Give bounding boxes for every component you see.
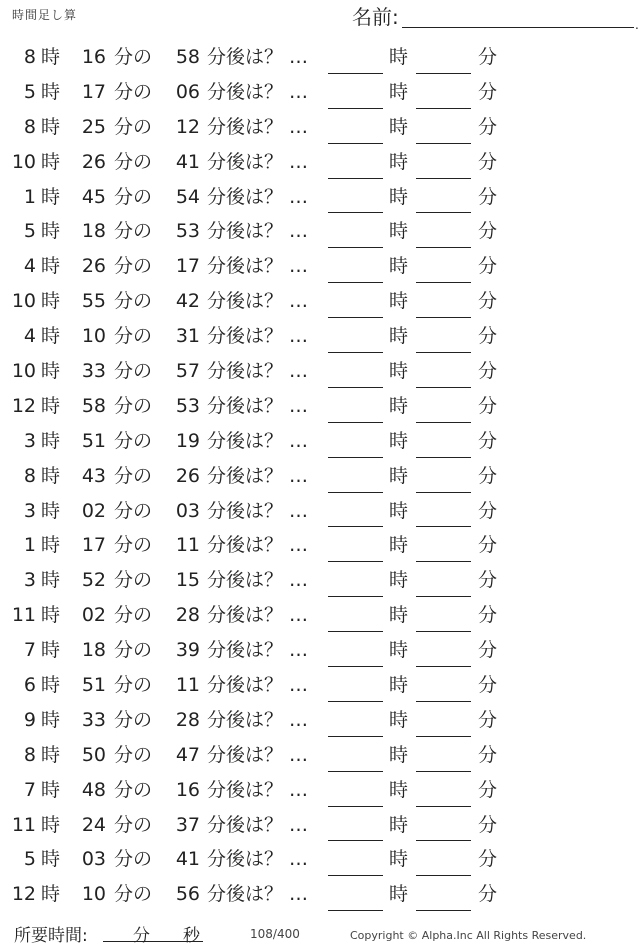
answer-minute-blank[interactable]	[416, 354, 471, 389]
start-hour-value: 4	[23, 255, 36, 278]
answer-hour-unit: 時	[389, 499, 409, 522]
added-minutes-value: 28	[175, 708, 200, 731]
start-minute-value: 03	[81, 848, 106, 871]
hour-unit: 時	[41, 394, 61, 417]
minute-of-unit: 分の	[114, 255, 153, 278]
hour-unit: 時	[41, 185, 61, 208]
start-minute-value: 26	[81, 150, 106, 173]
minute-of-unit: 分の	[114, 290, 153, 313]
minutes-after-question: 分後は？ …	[207, 674, 309, 697]
answer-minute-blank[interactable]	[416, 249, 471, 284]
start-hour-value: 3	[23, 569, 36, 592]
minute-of-unit: 分の	[114, 46, 153, 68]
answer-minute-unit: 分	[478, 290, 498, 313]
answer-hour-blank[interactable]	[328, 319, 383, 354]
hour-unit: 時	[41, 325, 61, 348]
added-minutes-value: 56	[175, 883, 200, 906]
hour-unit: 時	[41, 464, 61, 487]
added-minutes-value: 28	[175, 604, 200, 627]
answer-minute-unit: 分	[478, 394, 498, 417]
minute-of-unit: 分の	[114, 429, 153, 452]
start-minute-value: 18	[81, 639, 106, 662]
added-minutes-value: 41	[175, 150, 200, 173]
minutes-after-question: 分後は？ …	[207, 429, 309, 452]
added-minutes-value: 06	[175, 80, 200, 103]
answer-hour-blank[interactable]	[328, 249, 383, 284]
answer-hour-unit: 時	[389, 394, 409, 417]
problem-row	[0, 598, 600, 633]
minute-of-unit: 分の	[114, 80, 153, 103]
minutes-after-question: 分後は？ …	[207, 639, 309, 662]
answer-minute-unit: 分	[478, 429, 498, 452]
minutes-after-question: 分後は？ …	[207, 46, 309, 68]
answer-hour-blank[interactable]	[328, 668, 383, 703]
answer-minute-unit: 分	[478, 674, 498, 697]
start-hour-value: 8	[23, 46, 36, 68]
answer-hour-unit: 時	[389, 813, 409, 836]
start-minute-value: 18	[81, 220, 106, 243]
answer-minute-unit: 分	[478, 255, 498, 278]
minute-of-unit: 分の	[114, 848, 153, 871]
answer-hour-unit: 時	[389, 778, 409, 801]
answer-minute-blank[interactable]	[416, 703, 471, 738]
minutes-after-question: 分後は？ …	[207, 394, 309, 417]
answer-minute-blank[interactable]	[416, 180, 471, 215]
answer-minute-unit: 分	[478, 639, 498, 662]
answer-minute-unit: 分	[478, 604, 498, 627]
answer-hour-blank[interactable]	[328, 598, 383, 633]
answer-hour-unit: 時	[389, 569, 409, 592]
start-minute-value: 25	[81, 115, 106, 138]
minute-of-unit: 分の	[114, 569, 153, 592]
answer-hour-unit: 時	[389, 708, 409, 731]
start-minute-value: 02	[81, 604, 106, 627]
added-minutes-value: 39	[175, 639, 200, 662]
answer-minute-blank[interactable]	[416, 75, 471, 110]
added-minutes-value: 11	[175, 674, 200, 697]
answer-hour-blank[interactable]	[328, 703, 383, 738]
answer-minute-blank[interactable]	[416, 214, 471, 249]
start-hour-value: 12	[11, 394, 36, 417]
hour-unit: 時	[41, 499, 61, 522]
hour-unit: 時	[41, 743, 61, 766]
answer-hour-blank[interactable]	[328, 214, 383, 249]
hour-unit: 時	[41, 674, 61, 697]
hour-unit: 時	[41, 46, 61, 68]
hour-unit: 時	[41, 639, 61, 662]
minute-of-unit: 分の	[114, 708, 153, 731]
answer-minute-unit: 分	[478, 115, 498, 138]
added-minutes-value: 53	[175, 394, 200, 417]
copyright: Copyright © Alpha.Inc All Rights Reserved.	[350, 929, 587, 942]
start-hour-value: 11	[11, 813, 36, 836]
start-minute-value: 17	[81, 80, 106, 103]
added-minutes-value: 58	[175, 46, 200, 68]
added-minutes-value: 37	[175, 813, 200, 836]
answer-hour-unit: 時	[389, 220, 409, 243]
hour-unit: 時	[41, 429, 61, 452]
minute-of-unit: 分の	[114, 360, 153, 383]
added-minutes-value: 54	[175, 185, 200, 208]
minutes-after-question: 分後は？ …	[207, 80, 309, 103]
start-minute-value: 33	[81, 708, 106, 731]
added-minutes-value: 12	[175, 115, 200, 138]
start-hour-value: 3	[23, 429, 36, 452]
footer	[0, 919, 600, 949]
minute-of-unit: 分の	[114, 674, 153, 697]
page-count: 108/400	[250, 927, 300, 941]
start-hour-value: 11	[11, 604, 36, 627]
sheet-title: 時間足し算	[12, 8, 78, 22]
added-minutes-value: 41	[175, 848, 200, 871]
minute-of-unit: 分の	[114, 185, 153, 208]
hour-unit: 時	[41, 255, 61, 278]
hour-unit: 時	[41, 290, 61, 313]
added-minutes-value: 57	[175, 360, 200, 383]
start-minute-value: 24	[81, 813, 106, 836]
answer-minute-blank[interactable]	[416, 319, 471, 354]
hour-unit: 時	[41, 220, 61, 243]
answer-hour-blank[interactable]	[328, 738, 383, 773]
problem-row	[0, 180, 600, 215]
answer-minute-blank[interactable]	[416, 877, 471, 912]
start-minute-value: 02	[81, 499, 106, 522]
hour-unit: 時	[41, 150, 61, 173]
minutes-after-question: 分後は？ …	[207, 848, 309, 871]
name-input-line[interactable]	[402, 27, 634, 28]
answer-minute-blank[interactable]	[416, 424, 471, 459]
answer-minute-blank[interactable]	[416, 459, 471, 494]
start-hour-value: 8	[23, 115, 36, 138]
start-minute-value: 16	[81, 46, 106, 68]
problem-row	[0, 75, 600, 110]
minutes-after-question: 分後は？ …	[207, 185, 309, 208]
start-minute-value: 43	[81, 464, 106, 487]
answer-minute-unit: 分	[478, 813, 498, 836]
answer-hour-unit: 時	[389, 80, 409, 103]
answer-minute-unit: 分	[478, 46, 498, 68]
added-minutes-value: 19	[175, 429, 200, 452]
answer-hour-blank[interactable]	[328, 145, 383, 180]
hour-unit: 時	[41, 80, 61, 103]
added-minutes-value: 17	[175, 255, 200, 278]
problem-row	[0, 528, 600, 563]
start-minute-value: 58	[81, 394, 106, 417]
hour-unit: 時	[41, 848, 61, 871]
answer-hour-blank[interactable]	[328, 180, 383, 215]
answer-hour-blank[interactable]	[328, 354, 383, 389]
answer-hour-blank[interactable]	[328, 528, 383, 563]
answer-minute-unit: 分	[478, 150, 498, 173]
minute-of-unit: 分の	[114, 115, 153, 138]
minutes-after-question: 分後は？ …	[207, 464, 309, 487]
answer-hour-blank[interactable]	[328, 877, 383, 912]
minutes-after-question: 分後は？ …	[207, 360, 309, 383]
answer-hour-unit: 時	[389, 534, 409, 557]
start-minute-value: 10	[81, 325, 106, 348]
minutes-after-question: 分後は？ …	[207, 115, 309, 138]
start-hour-value: 4	[23, 325, 36, 348]
minute-of-unit: 分の	[114, 150, 153, 173]
minutes-after-question: 分後は？ …	[207, 290, 309, 313]
answer-minute-blank[interactable]	[416, 633, 471, 668]
start-minute-value: 55	[81, 290, 106, 313]
start-hour-value: 12	[11, 883, 36, 906]
minute-of-unit: 分の	[114, 499, 153, 522]
problem-row	[0, 633, 600, 668]
answer-minute-blank[interactable]	[416, 145, 471, 180]
answer-hour-unit: 時	[389, 290, 409, 313]
minutes-after-question: 分後は？ …	[207, 604, 309, 627]
problem-row	[0, 284, 600, 319]
minutes-after-question: 分後は？ …	[207, 778, 309, 801]
added-minutes-value: 03	[175, 499, 200, 522]
answer-minute-blank[interactable]	[416, 668, 471, 703]
problem-row	[0, 145, 600, 180]
answer-minute-unit: 分	[478, 534, 498, 557]
answer-hour-unit: 時	[389, 848, 409, 871]
problem-row	[0, 773, 600, 808]
answer-hour-blank[interactable]	[328, 75, 383, 110]
answer-minute-unit: 分	[478, 464, 498, 487]
elapsed-minute-unit: 分	[133, 926, 150, 946]
added-minutes-value: 11	[175, 534, 200, 557]
problem-row	[0, 808, 600, 843]
answer-hour-blank[interactable]	[328, 494, 383, 529]
problem-row	[0, 40, 600, 75]
start-hour-value: 5	[23, 80, 36, 103]
start-hour-value: 1	[23, 534, 36, 557]
answer-minute-unit: 分	[478, 883, 498, 906]
problem-row	[0, 214, 600, 249]
minute-of-unit: 分の	[114, 534, 153, 557]
answer-hour-blank[interactable]	[328, 284, 383, 319]
hour-unit: 時	[41, 534, 61, 557]
answer-hour-unit: 時	[389, 325, 409, 348]
problem-row	[0, 563, 600, 598]
answer-hour-blank[interactable]	[328, 842, 383, 877]
start-minute-value: 48	[81, 778, 106, 801]
answer-minute-blank[interactable]	[416, 842, 471, 877]
start-hour-value: 6	[23, 674, 36, 697]
answer-minute-blank[interactable]	[416, 563, 471, 598]
answer-hour-blank[interactable]	[328, 110, 383, 145]
added-minutes-value: 26	[175, 464, 200, 487]
answer-minute-blank[interactable]	[416, 40, 471, 75]
answer-minute-blank[interactable]	[416, 110, 471, 145]
start-hour-value: 10	[11, 360, 36, 383]
start-hour-value: 5	[23, 848, 36, 871]
start-minute-value: 50	[81, 743, 106, 766]
answer-minute-unit: 分	[478, 360, 498, 383]
answer-hour-unit: 時	[389, 464, 409, 487]
hour-unit: 時	[41, 360, 61, 383]
minute-of-unit: 分の	[114, 220, 153, 243]
answer-hour-unit: 時	[389, 674, 409, 697]
problem-row	[0, 319, 600, 354]
minutes-after-question: 分後は？ …	[207, 534, 309, 557]
answer-hour-unit: 時	[389, 185, 409, 208]
elapsed-time-label: 所要時間:	[14, 926, 88, 946]
answer-hour-blank[interactable]	[328, 389, 383, 424]
problem-row	[0, 249, 600, 284]
answer-hour-unit: 時	[389, 360, 409, 383]
start-hour-value: 8	[23, 464, 36, 487]
start-hour-value: 8	[23, 743, 36, 766]
answer-hour-blank[interactable]	[328, 563, 383, 598]
answer-minute-blank[interactable]	[416, 808, 471, 843]
start-hour-value: 5	[23, 220, 36, 243]
minute-of-unit: 分の	[114, 743, 153, 766]
start-minute-value: 51	[81, 429, 106, 452]
minute-of-unit: 分の	[114, 639, 153, 662]
problem-row	[0, 842, 600, 877]
start-minute-value: 10	[81, 883, 106, 906]
answer-minute-unit: 分	[478, 185, 498, 208]
minute-of-unit: 分の	[114, 883, 153, 906]
answer-minute-unit: 分	[478, 499, 498, 522]
minute-of-unit: 分の	[114, 813, 153, 836]
answer-hour-unit: 時	[389, 150, 409, 173]
problem-row	[0, 459, 600, 494]
start-hour-value: 1	[23, 185, 36, 208]
start-hour-value: 7	[23, 639, 36, 662]
added-minutes-value: 16	[175, 778, 200, 801]
problem-row	[0, 424, 600, 459]
added-minutes-value: 42	[175, 290, 200, 313]
problem-row	[0, 110, 600, 145]
answer-hour-blank[interactable]	[328, 773, 383, 808]
answer-minute-blank[interactable]	[416, 528, 471, 563]
start-hour-value: 9	[23, 708, 36, 731]
answer-hour-blank[interactable]	[328, 40, 383, 75]
minutes-after-question: 分後は？ …	[207, 255, 309, 278]
minutes-after-question: 分後は？ …	[207, 220, 309, 243]
minute-of-unit: 分の	[114, 464, 153, 487]
answer-hour-unit: 時	[389, 115, 409, 138]
hour-unit: 時	[41, 813, 61, 836]
minute-of-unit: 分の	[114, 394, 153, 417]
minutes-after-question: 分後は？ …	[207, 569, 309, 592]
hour-unit: 時	[41, 604, 61, 627]
start-hour-value: 10	[11, 290, 36, 313]
hour-unit: 時	[41, 115, 61, 138]
answer-minute-unit: 分	[478, 569, 498, 592]
start-minute-value: 51	[81, 674, 106, 697]
elapsed-second-unit: 秒	[183, 926, 200, 946]
minutes-after-question: 分後は？ …	[207, 743, 309, 766]
added-minutes-value: 47	[175, 743, 200, 766]
answer-minute-blank[interactable]	[416, 389, 471, 424]
minutes-after-question: 分後は？ …	[207, 325, 309, 348]
problem-row	[0, 389, 600, 424]
answer-minute-unit: 分	[478, 848, 498, 871]
start-hour-value: 3	[23, 499, 36, 522]
start-minute-value: 33	[81, 360, 106, 383]
answer-minute-unit: 分	[478, 325, 498, 348]
start-minute-value: 17	[81, 534, 106, 557]
start-minute-value: 26	[81, 255, 106, 278]
answer-minute-blank[interactable]	[416, 494, 471, 529]
name-label: 名前:	[352, 5, 399, 29]
answer-hour-unit: 時	[389, 883, 409, 906]
answer-minute-blank[interactable]	[416, 598, 471, 633]
minute-of-unit: 分の	[114, 778, 153, 801]
added-minutes-value: 53	[175, 220, 200, 243]
added-minutes-value: 31	[175, 325, 200, 348]
name-end-mark: .	[635, 18, 639, 32]
answer-hour-unit: 時	[389, 46, 409, 68]
hour-unit: 時	[41, 883, 61, 906]
added-minutes-value: 15	[175, 569, 200, 592]
answer-hour-unit: 時	[389, 429, 409, 452]
start-hour-value: 10	[11, 150, 36, 173]
problem-row	[0, 738, 600, 773]
answer-minute-unit: 分	[478, 708, 498, 731]
problem-row	[0, 877, 600, 912]
answer-minute-blank[interactable]	[416, 738, 471, 773]
minutes-after-question: 分後は？ …	[207, 883, 309, 906]
hour-unit: 時	[41, 569, 61, 592]
answer-minute-unit: 分	[478, 743, 498, 766]
hour-unit: 時	[41, 708, 61, 731]
problem-list	[0, 40, 600, 912]
answer-minute-blank[interactable]	[416, 773, 471, 808]
minute-of-unit: 分の	[114, 325, 153, 348]
start-hour-value: 7	[23, 778, 36, 801]
answer-hour-blank[interactable]	[328, 424, 383, 459]
answer-hour-blank[interactable]	[328, 633, 383, 668]
problem-row	[0, 494, 600, 529]
answer-hour-blank[interactable]	[328, 808, 383, 843]
minute-of-unit: 分の	[114, 604, 153, 627]
start-minute-value: 45	[81, 185, 106, 208]
answer-hour-unit: 時	[389, 743, 409, 766]
problem-row	[0, 668, 600, 703]
answer-hour-unit: 時	[389, 255, 409, 278]
minutes-after-question: 分後は？ …	[207, 708, 309, 731]
hour-unit: 時	[41, 778, 61, 801]
minutes-after-question: 分後は？ …	[207, 499, 309, 522]
answer-hour-unit: 時	[389, 639, 409, 662]
answer-minute-unit: 分	[478, 80, 498, 103]
problem-row	[0, 354, 600, 389]
answer-hour-unit: 時	[389, 604, 409, 627]
minutes-after-question: 分後は？ …	[207, 813, 309, 836]
answer-minute-unit: 分	[478, 778, 498, 801]
answer-minute-unit: 分	[478, 220, 498, 243]
answer-minute-blank[interactable]	[416, 284, 471, 319]
answer-hour-blank[interactable]	[328, 459, 383, 494]
start-minute-value: 52	[81, 569, 106, 592]
problem-row	[0, 703, 600, 738]
minutes-after-question: 分後は？ …	[207, 150, 309, 173]
